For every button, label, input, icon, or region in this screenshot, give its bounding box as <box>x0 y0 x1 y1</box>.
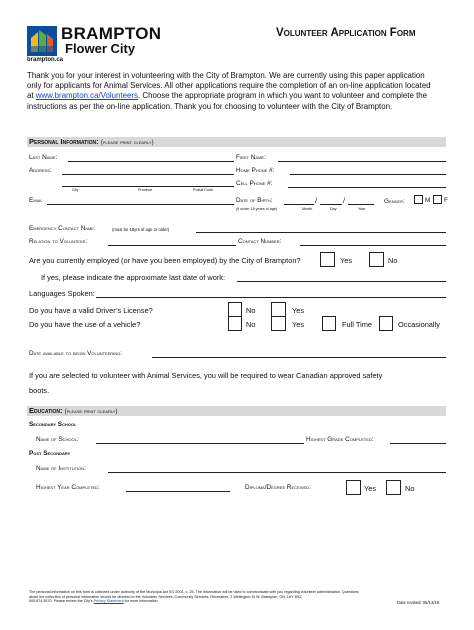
address-label: Address: <box>29 167 52 174</box>
date-revised: Date revised: 05/13/19 <box>397 600 440 605</box>
month-sublabel: Month <box>302 207 313 211</box>
last-name-label: Last Name: <box>29 154 58 161</box>
school-name-field[interactable] <box>96 443 304 444</box>
last-date-question: If yes, please indicate the approximate last date of work: <box>41 273 226 282</box>
privacy-statement-link[interactable]: Privacy Statement <box>93 599 124 604</box>
intro-text: . Choose the appropriate program in which you want to volunteer and complete the <box>137 91 428 101</box>
vehicle-yes-checkbox[interactable] <box>271 316 286 331</box>
diploma-no-label: No <box>405 484 415 493</box>
personal-info-note: (please print clearly) <box>100 140 154 146</box>
gender-m-label: M <box>425 197 431 204</box>
dob-month-field[interactable] <box>284 204 314 205</box>
gender-label: Gender: <box>384 198 405 205</box>
animal-services-note: If you are selected to volunteer with Animal Services, you will be required to wear Canadian approved safety <box>29 371 383 380</box>
dob-day-field[interactable] <box>320 204 342 205</box>
intro-line: instructions as per the on-line application. Thank you for choosing to volunteer with the City of Brampton. <box>27 101 393 111</box>
vehicle-question: Do you have the use of a vehicle? <box>29 320 141 329</box>
form-title: Volunteer Application Form <box>276 27 416 39</box>
email-field[interactable] <box>47 204 234 205</box>
vehicle-yes-label: Yes <box>292 320 305 329</box>
volunteers-link[interactable]: www.brampton.ca/Volunteers <box>35 91 138 101</box>
occasionally-label: Occasionally <box>398 320 440 329</box>
intro-line: only for applicants for Animal Services. All other applications require the completion of an on-line application located <box>27 81 431 91</box>
relation-field[interactable] <box>108 245 236 246</box>
employed-question: Are you currently employed (or have you been employed) by the City of Brampton? <box>29 256 301 265</box>
diploma-yes-checkbox[interactable] <box>346 480 361 495</box>
intro-paragraph <box>27 71 431 112</box>
employed-yes-checkbox[interactable] <box>320 252 335 267</box>
brampton-logo-icon <box>27 26 57 56</box>
full-time-label: Full Time <box>342 320 372 329</box>
last-date-field[interactable] <box>237 281 446 282</box>
address-field[interactable] <box>62 174 234 175</box>
education-title: Education: <box>29 406 63 415</box>
emergency-contact-field[interactable] <box>196 232 446 233</box>
first-name-label: First Name: <box>236 154 266 161</box>
cell-phone-label: Cell Phone #: <box>236 180 273 187</box>
post-secondary-heading: Post Secondary <box>29 450 71 457</box>
diploma-label: Diploma/Degree Received: <box>245 484 311 491</box>
email-label: Email <box>29 197 43 204</box>
address-line-2-field[interactable] <box>62 186 234 187</box>
home-phone-label: Home Phone #: <box>236 167 275 174</box>
province-sublabel: Province <box>138 188 153 192</box>
privacy-notice <box>29 590 359 604</box>
employed-yes-label: Yes <box>340 256 353 265</box>
vehicle-no-checkbox[interactable] <box>228 316 242 331</box>
school-name-label: Name of School: <box>36 436 79 443</box>
date-available-field[interactable] <box>152 357 446 358</box>
animal-services-note: boots. <box>29 386 50 395</box>
diploma-no-checkbox[interactable] <box>386 480 401 495</box>
contact-number-field[interactable] <box>300 245 446 246</box>
institution-label: Name of Institution: <box>36 465 86 472</box>
personal-info-title: Personal Information: <box>29 137 99 146</box>
emergency-contact-note: (must be 18yrs of age or older) <box>112 227 170 232</box>
languages-label: Languages Spoken: <box>29 289 95 298</box>
date-available-label: Date available to begin Volunteering: <box>29 350 123 357</box>
highest-grade-label: Highest Grade Completed: <box>306 436 374 443</box>
day-sublabel: Day <box>330 207 337 211</box>
education-heading <box>29 406 117 417</box>
privacy-line <box>29 599 359 604</box>
license-no-checkbox[interactable] <box>228 302 242 317</box>
year-sublabel: Year <box>358 207 366 211</box>
employed-no-label: No <box>388 256 398 265</box>
gender-f-checkbox[interactable] <box>433 195 442 204</box>
highest-grade-field[interactable] <box>390 443 446 444</box>
first-name-field[interactable] <box>278 161 446 162</box>
highest-year-label: Highest Year Completed: <box>36 484 100 491</box>
privacy-text: for more information. <box>123 599 159 604</box>
license-question: Do you have a valid Driver’s License? <box>29 306 153 315</box>
gender-m-checkbox[interactable] <box>414 195 423 204</box>
intro-text: at <box>27 91 36 101</box>
cell-phone-field[interactable] <box>288 187 446 188</box>
gender-f-label: F <box>444 197 448 204</box>
city-sublabel: City <box>72 188 79 192</box>
relation-label: Relation to Volunteer: <box>29 238 88 245</box>
home-phone-field[interactable] <box>290 174 446 175</box>
education-note: (please print clearly) <box>64 409 118 415</box>
logo-city: BRAMPTON <box>61 24 162 43</box>
institution-field[interactable] <box>108 472 446 473</box>
dob-slash: / <box>315 196 318 205</box>
logo-tagline: Flower City <box>65 41 136 56</box>
license-no-label: No <box>246 306 256 315</box>
privacy-text: 905.874.5570. Please review the City's <box>29 599 94 604</box>
full-time-checkbox[interactable] <box>322 316 336 331</box>
logo <box>27 24 162 64</box>
emergency-contact-label: Emergency Contact Name: <box>29 225 96 232</box>
privacy-line: about the collection of personal information should be directed to the Volunteer Services, Community Services, Recreation, 2 Wellington St W, Brampton, ON, L6Y 4R2, <box>29 594 303 599</box>
highest-year-field[interactable] <box>126 491 230 492</box>
intro-line: Thank you for your interest in volunteering with the City of Brampton. We are currently using this paper application <box>27 71 425 80</box>
occasionally-checkbox[interactable] <box>379 316 393 331</box>
dob-year-field[interactable] <box>348 204 374 205</box>
last-name-field[interactable] <box>68 161 234 162</box>
languages-field[interactable] <box>96 297 446 298</box>
dob-slash: / <box>343 196 346 205</box>
license-yes-checkbox[interactable] <box>271 302 286 317</box>
logo-url: brampton.ca <box>27 57 64 63</box>
dob-note: (if under 18 years of age) <box>236 207 278 211</box>
intro-line <box>27 91 431 101</box>
privacy-line: The personal information on this form is collected under authority of the Municipal Act SO 2001, c. 25. The information will be used to communicate with you regarding volunteer administration. Questions <box>29 590 359 594</box>
personal-info-heading <box>29 137 154 148</box>
vehicle-no-label: No <box>246 320 256 329</box>
dob-label: Date of Birth: <box>236 197 273 204</box>
license-yes-label: Yes <box>292 306 305 315</box>
secondary-school-heading: Secondary School <box>29 421 77 428</box>
diploma-yes-label: Yes <box>364 484 377 493</box>
contact-number-label: Contact Number: <box>238 238 282 245</box>
postal-code-sublabel: Postal Code <box>193 188 214 192</box>
employed-no-checkbox[interactable] <box>369 252 384 267</box>
